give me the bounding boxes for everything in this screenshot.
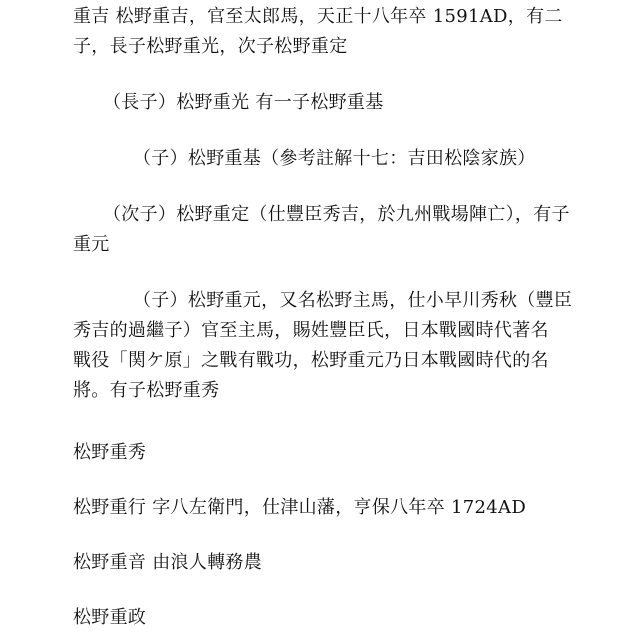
text-line: 將。有子松野重秀 <box>73 380 220 401</box>
paragraph-shigemoto <box>73 286 573 406</box>
text-line: 子，長子松野重光，次子松野重定 <box>73 36 348 57</box>
text-line: （子）松野重基（參考註解十七：吉田松陰家族） <box>133 148 536 169</box>
text-line: 松野重音 由浪人轉務農 <box>73 552 263 573</box>
text-line: （子）松野重元，又名松野主馬，仕小早川秀秋（豐臣 <box>133 290 573 311</box>
text-line: 松野重秀 <box>73 442 147 463</box>
text-line: （長子）松野重光 有一子松野重基 <box>103 92 384 113</box>
paragraph-shigeyuki <box>73 493 573 523</box>
text-line: 重吉 松野重吉，官至太郎馬，天正十八年卒 1591AD，有二 <box>73 6 563 27</box>
paragraph-shigemoto-ki <box>73 144 573 174</box>
paragraph-shigemasa <box>73 603 573 633</box>
paragraph-second-son <box>73 200 573 260</box>
paragraph-eldest-son <box>73 88 573 118</box>
paragraph-shigeoto <box>73 548 573 578</box>
text-line: 戰役「関ケ原」之戰有戰功，松野重元乃日本戰國時代的名 <box>73 350 549 371</box>
text-line: （次子）松野重定（仕豐臣秀吉，於九州戰場陣亡），有子 <box>103 204 570 225</box>
paragraph-shigehide <box>73 438 573 468</box>
text-line: 秀吉的過繼子）官至主馬，賜姓豐臣氏，日本戰國時代著名 <box>73 320 549 341</box>
paragraph-shigeyoshi <box>73 2 573 62</box>
text-line: 重元 <box>73 234 110 255</box>
text-line: 松野重政 <box>73 607 147 628</box>
text-line: 松野重行 字八左衛門，仕津山藩，亨保八年卒 1724AD <box>73 497 527 518</box>
